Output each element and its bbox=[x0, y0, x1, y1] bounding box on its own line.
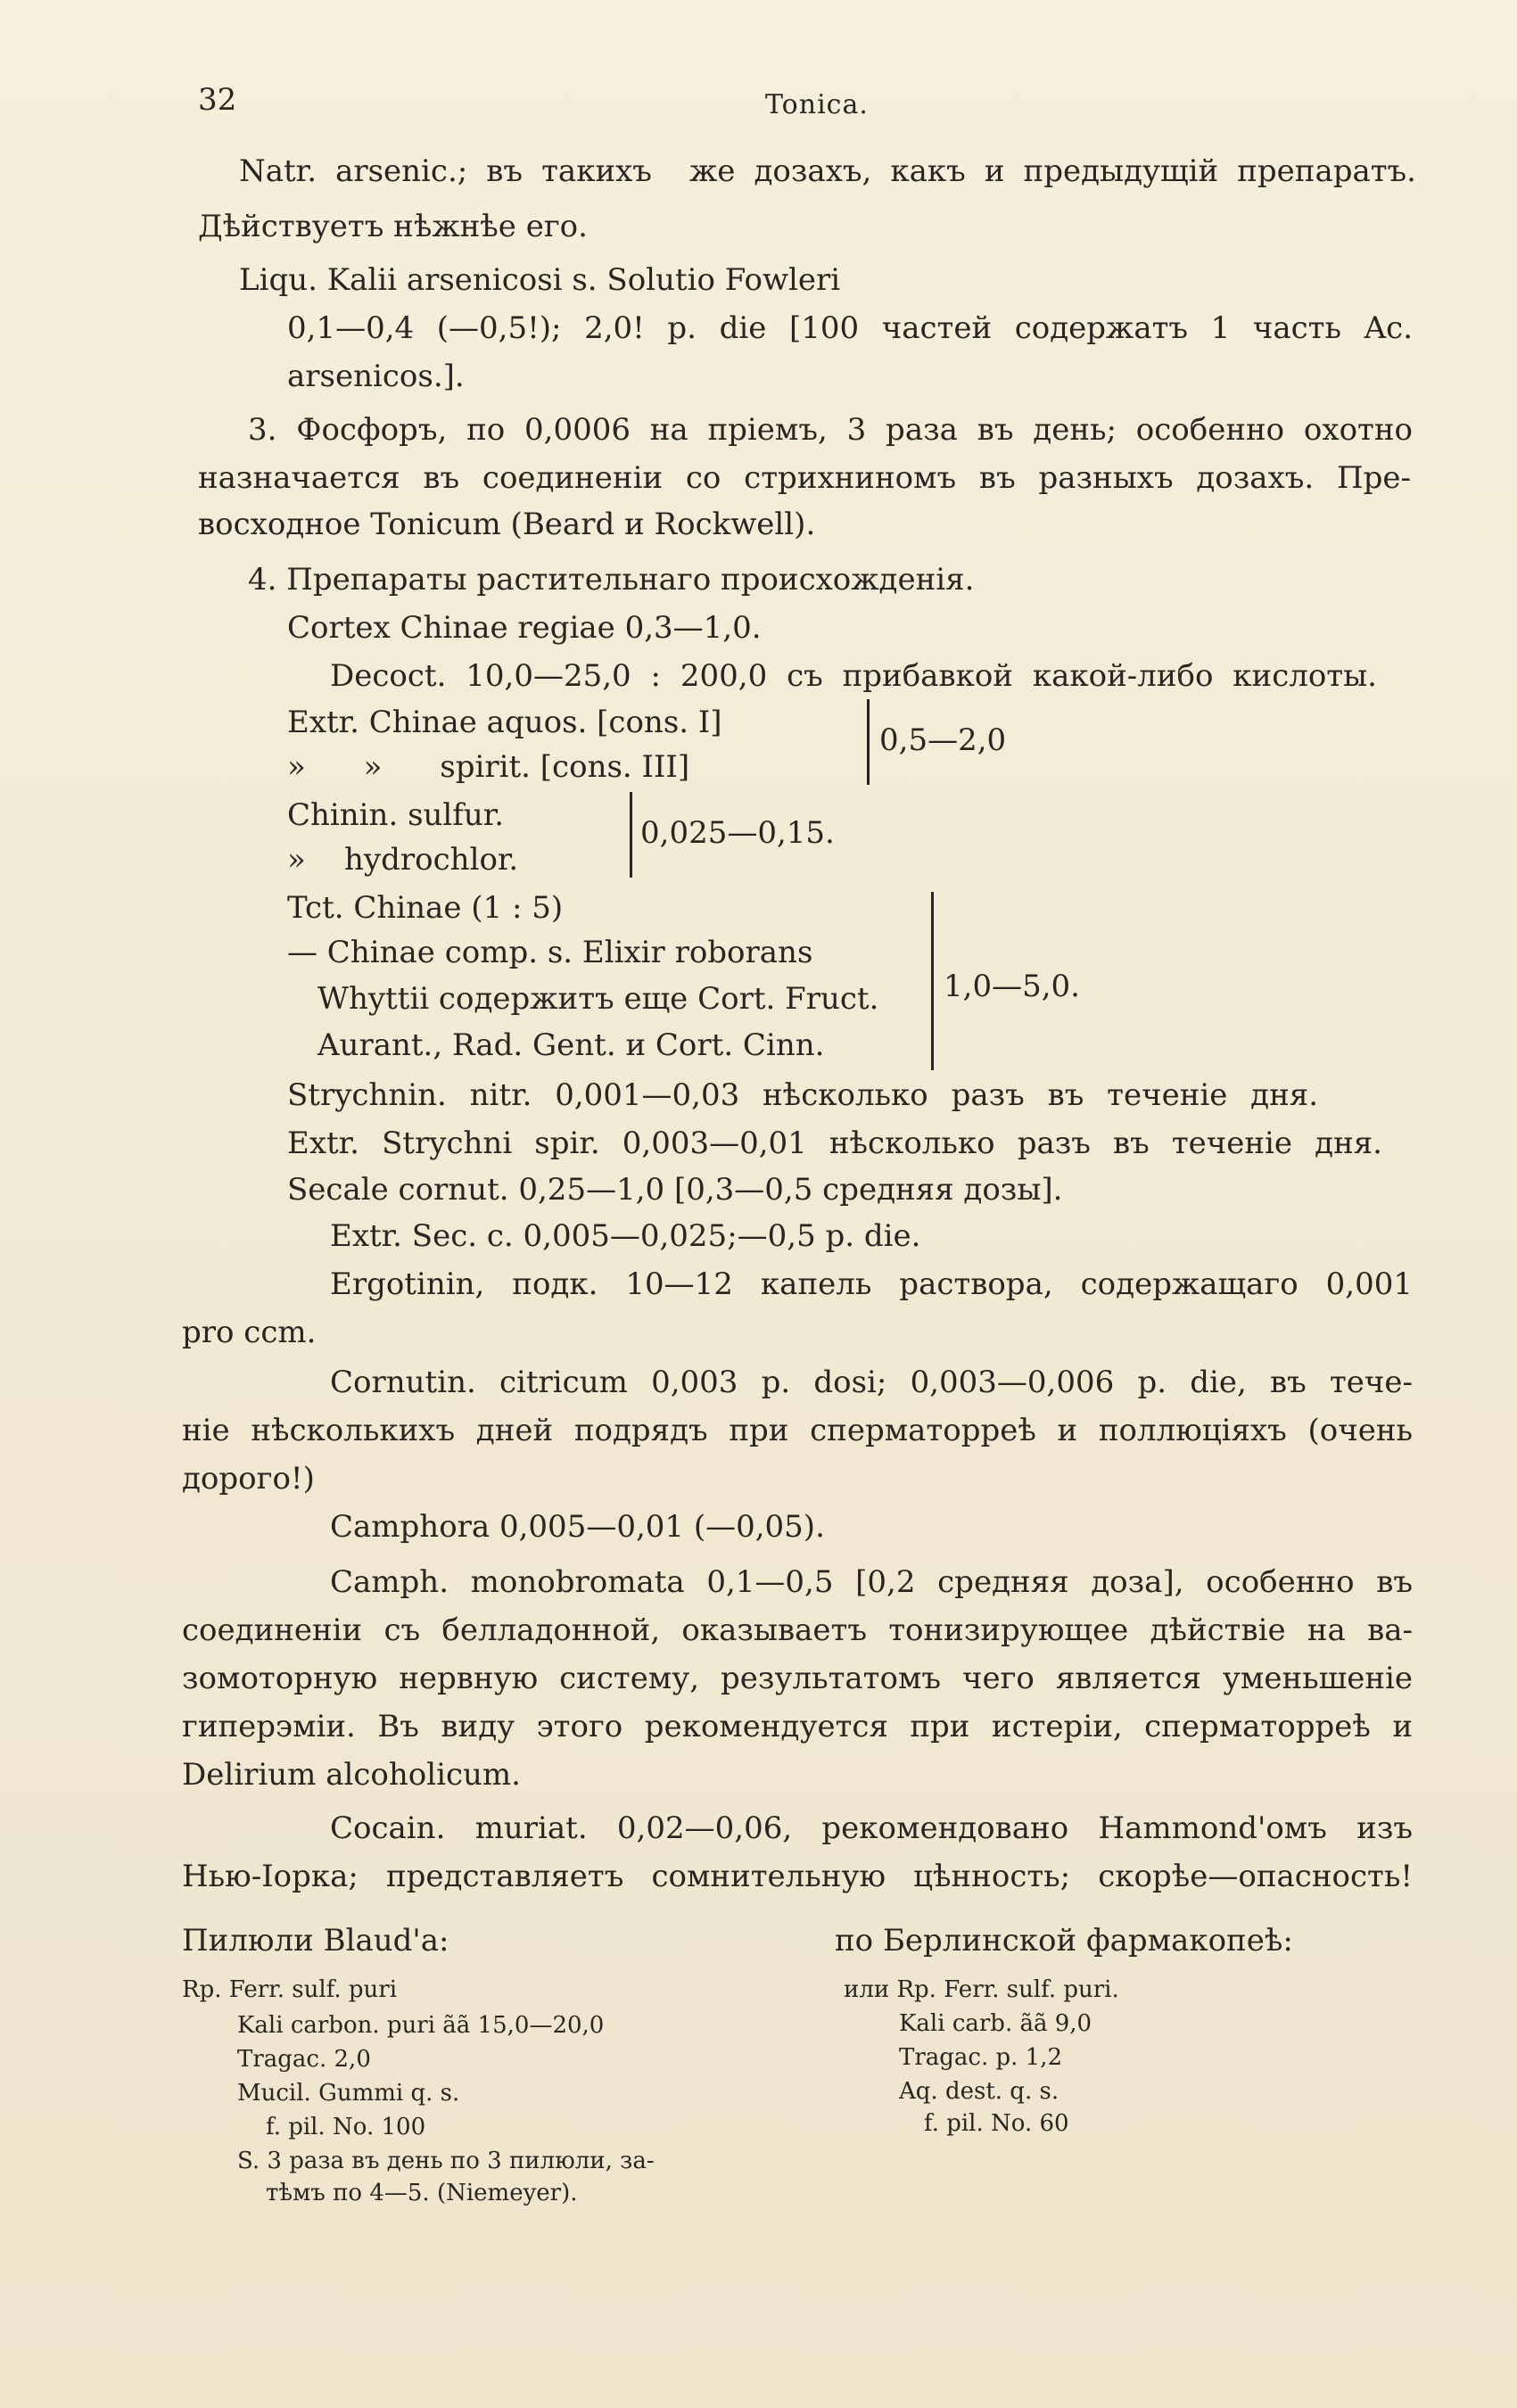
brace bbox=[867, 699, 870, 785]
text-line: Нью-Іорка; представляетъ сомнительную цѣнность; скорѣе—опасность! bbox=[182, 1859, 1413, 1894]
text-line: назначается въ соединеніи со стрихниномъ въ разныхъ дозахъ. Пре- bbox=[198, 460, 1411, 496]
page-number: 32 bbox=[198, 82, 237, 118]
recipe-line: f. pil. No. 100 bbox=[266, 2114, 426, 2140]
text-line: Extr. Strychni spir. 0,003—0,01 нѣсколько разъ въ теченіе дня. bbox=[287, 1126, 1382, 1161]
text-line: arsenicos.]. bbox=[287, 359, 465, 394]
section-heading: 4. Препараты растительнаго происхожденія. bbox=[248, 562, 975, 598]
text-line: — Chinae comp. s. Elixir roborans bbox=[287, 935, 813, 970]
dose-range: 0,5—2,0 bbox=[879, 722, 1007, 758]
recipe-line: тѣмъ по 4—5. (Niemeyer). bbox=[266, 2180, 578, 2206]
recipe-line: S. 3 раза въ день по 3 пилюли, за- bbox=[237, 2148, 655, 2174]
text-line: Camphora 0,005—0,01 (—0,05). bbox=[330, 1509, 825, 1545]
recipe-line: Mucil. Gummi q. s. bbox=[237, 2080, 460, 2107]
text-line: » » spirit. [cons. III] bbox=[287, 749, 690, 785]
recipe-line: Rp. Ferr. sulf. puri bbox=[182, 1976, 398, 2003]
text-line: pro ccm. bbox=[182, 1315, 317, 1350]
recipe-heading-left: Пилюли Blaud'a: bbox=[182, 1923, 449, 1959]
text-line: Aurant., Rad. Gent. и Cort. Cinn. bbox=[317, 1027, 825, 1063]
dose-range: 1,0—5,0. bbox=[944, 969, 1080, 1004]
recipe-line: Aq. dest. q. s. bbox=[899, 2078, 1059, 2105]
text-line: Natr. arsenic.; въ такихъ же дозахъ, какъ и предыдущій препаратъ. bbox=[239, 153, 1416, 189]
text-line: Decoct. 10,0—25,0 : 200,0 съ прибавкой какой-либо кислоты. bbox=[330, 658, 1377, 694]
text-line: Whyttii содержитъ еще Cort. Fruct. bbox=[317, 981, 879, 1017]
recipe-line: или Rp. Ferr. sulf. puri. bbox=[844, 1976, 1119, 2003]
text-line: Extr. Sec. c. 0,005—0,025;—0,5 p. die. bbox=[330, 1218, 921, 1254]
text-line: Strychnin. nitr. 0,001—0,03 нѣсколько разъ въ теченіе дня. bbox=[287, 1077, 1318, 1113]
text-line: Chinin. sulfur. bbox=[287, 797, 505, 833]
text-line: Secale cornut. 0,25—1,0 [0,3—0,5 средняя дозы]. bbox=[287, 1172, 1063, 1208]
text-line: Camph. monobromata 0,1—0,5 [0,2 средняя доза], особенно въ bbox=[330, 1564, 1413, 1600]
text-line: 3. Фосфоръ, по 0,0006 на пріемъ, 3 раза въ день; особенно охотно bbox=[248, 412, 1413, 448]
recipe-line: Kali carbon. puri ãã 15,0—20,0 bbox=[237, 2012, 605, 2039]
text-line: Cortex Chinae regiae 0,3—1,0. bbox=[287, 610, 762, 646]
recipe-line: Kali carb. ãã 9,0 bbox=[899, 2010, 1092, 2037]
text-line: соединеніи съ белладонной, оказываетъ тонизирующее дѣйствіе на ва- bbox=[182, 1612, 1413, 1648]
text-line: восходное Tonicum (Beard и Rockwell). bbox=[198, 507, 816, 542]
text-line: Cocain. muriat. 0,02—0,06, рекомендовано Hammond'омъ изъ bbox=[330, 1810, 1413, 1846]
text-line: ніе нѣсколькихъ дней подрядъ при сперматорреѣ и поллюціяхъ (очень bbox=[182, 1413, 1413, 1448]
brace bbox=[630, 792, 632, 878]
text-line: » hydrochlor. bbox=[287, 842, 519, 878]
text-line: Дѣйствуетъ нѣжнѣе его. bbox=[198, 209, 588, 244]
dose-range: 0,025—0,15. bbox=[640, 815, 835, 851]
text-line: зомоторную нервную систему, результатомъ чего является уменьшеніе bbox=[182, 1661, 1413, 1696]
text-line: Tct. Chinae (1 : 5) bbox=[287, 890, 564, 926]
text-line: Liqu. Kalii arsenicosi s. Solutio Fowleri bbox=[239, 262, 841, 298]
text-line: Ergotinin, подк. 10—12 капель раствора, содержащаго 0,001 bbox=[330, 1266, 1413, 1302]
recipe-heading-right: по Берлинской фармакопеѣ: bbox=[835, 1923, 1293, 1959]
text-line: 0,1—0,4 (—0,5!); 2,0! p. die [100 частей содержатъ 1 часть Ac. bbox=[287, 310, 1413, 346]
recipe-line: Tragac. 2,0 bbox=[237, 2046, 371, 2073]
running-header: Tonica. bbox=[765, 89, 869, 120]
text-line: Extr. Chinae aquos. [cons. I] bbox=[287, 705, 722, 740]
text-line: гиперэміи. Въ виду этого рекомендуется при истеріи, сперматорреѣ и bbox=[182, 1709, 1413, 1744]
brace bbox=[931, 892, 934, 1070]
text-line: Cornutin. citricum 0,003 p. dosi; 0,003—0,006 p. die, въ тече- bbox=[330, 1365, 1413, 1400]
recipe-line: f. pil. No. 60 bbox=[924, 2110, 1069, 2137]
text-line: дорого!) bbox=[182, 1461, 315, 1497]
text-line: Delirium alcoholicum. bbox=[182, 1757, 521, 1793]
recipe-line: Tragac. p. 1,2 bbox=[899, 2044, 1063, 2071]
